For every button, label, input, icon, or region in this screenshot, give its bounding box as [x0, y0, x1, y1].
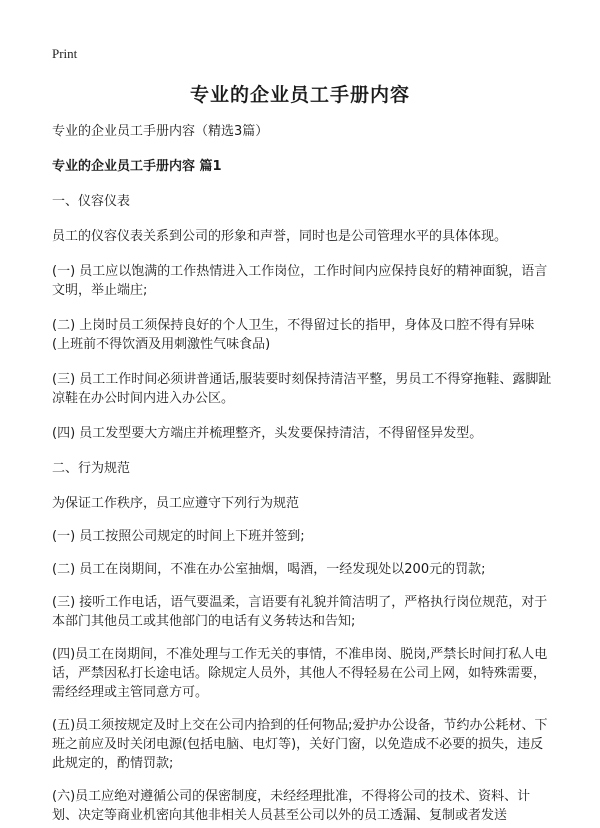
- page-title: 专业的企业员工手册内容: [189, 84, 410, 106]
- paragraph: (一) 员工按照公司规定的时间上下班并签到;: [52, 529, 305, 544]
- paragraph: 员工的仪容仪表关系到公司的形象和声誉，同时也是公司管理水平的具体体现。: [52, 229, 508, 244]
- paragraph: (三) 接听工作电话，语气要温柔，言语要有礼貌并简洁明了，严格执行岗位规范，对于本部门其他员工或其他部门的电话有义务转达和告知;: [52, 595, 548, 629]
- paragraph: (六)员工应绝对遵循公司的保密制度，未经经理批准，不得将公司的技术、资料、计划、决定等商业机密向其他非相关人员甚至公司以外的员工透漏、复制或者发送: [52, 789, 531, 823]
- paragraph: 二、行为规范: [52, 461, 131, 476]
- print-link[interactable]: Print: [52, 46, 78, 61]
- paragraph: (五)员工须按规定及时上交在公司内拾到的任何物品;爱护办公设备，节约办公耗材、下班之前应及时关闭电源(包括电脑、电灯等)，关好门窗，以免造成不必要的损失，违反此规定的，酌情罚款;: [52, 718, 548, 771]
- document-subtitle: 专业的企业员工手册内容（精选3篇）: [52, 124, 269, 139]
- paragraph: 为保证工作秩序，员工应遵守下列行为规范: [52, 496, 300, 511]
- section-heading: 专业的企业员工手册内容 篇1: [52, 159, 222, 174]
- paragraph: (二) 员工在岗期间，不准在办公室抽烟，喝酒，一经发现处以200元的罚款;: [52, 562, 486, 577]
- paragraph: (四) 员工发型要大方端庄并梳理整齐，头发要保持清洁，不得留怪异发型。: [52, 426, 483, 441]
- paragraph: (三) 员工工作时间必须讲普通话,服装要时刻保持清洁平整，男员工不得穿拖鞋、露脚趾凉鞋在办公时间内进入办公区。: [52, 372, 552, 406]
- paragraph: (二) 上岗时员工须保持良好的个人卫生，不得留过长的指甲，身体及口腔不得有异味(上班前不得饮酒及用刺激性气味食品): [52, 318, 535, 352]
- document-body: [52, 122, 552, 825]
- paragraph: (一) 员工应以饱满的工作热情进入工作岗位，工作时间内应保持良好的精神面貌，语言文明，举止端庄;: [52, 264, 548, 298]
- paragraph: (四)员工在岗期间，不准处理与工作无关的事情，不准串岗、脱岗,严禁长时间打私人电话，严禁因私打长途电话。除规定人员外，其他人不得轻易在公司上网，如特殊需要，需经经理或主管同意方可。: [52, 647, 548, 700]
- paragraph: 一、仪容仪表: [52, 194, 131, 209]
